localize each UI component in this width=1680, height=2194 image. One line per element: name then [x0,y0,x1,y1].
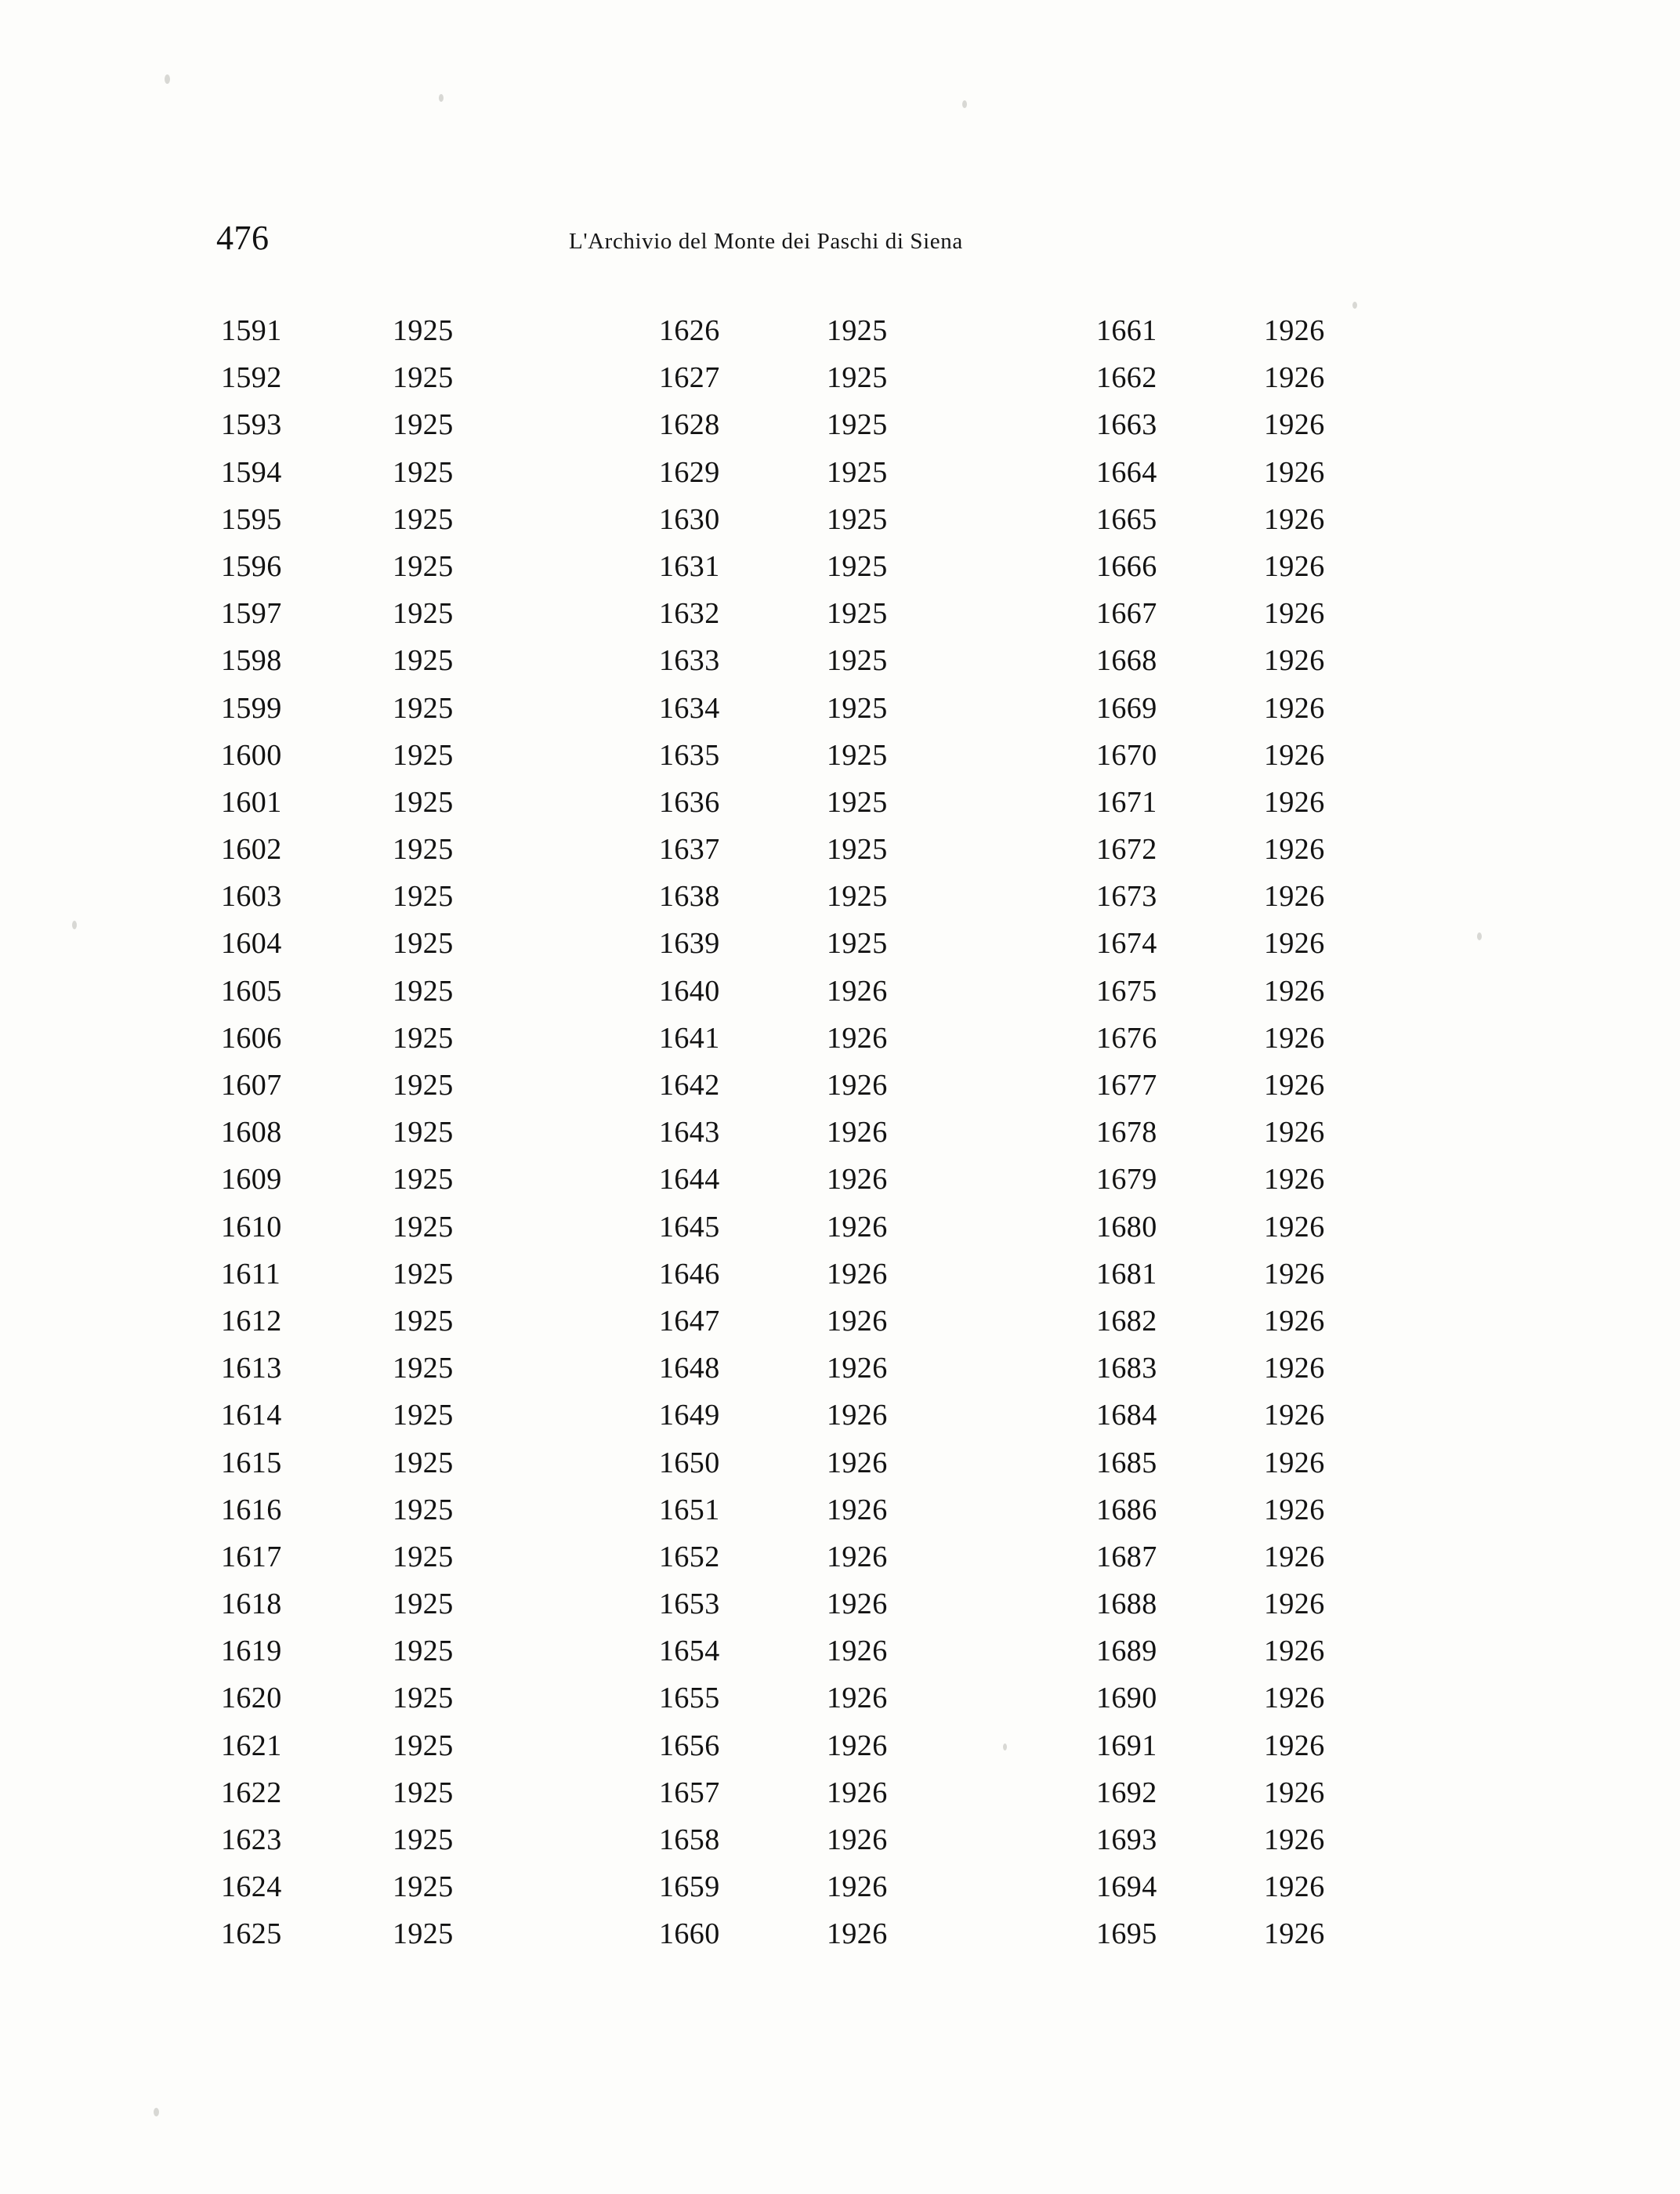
entry-year: 1926 [1264,738,1325,772]
entry-year: 1925 [827,833,888,867]
entry-year: 1926 [1264,408,1325,442]
entry-year: 1926 [827,1870,888,1904]
entry-number: 1639 [659,927,720,961]
entry-number: 1687 [1096,1540,1157,1573]
entry-year: 1926 [827,974,888,1008]
entry-year: 1925 [393,1352,454,1385]
entry-year: 1925 [827,455,888,489]
entry-number: 1691 [1096,1729,1157,1762]
table-row [216,732,1486,779]
entry-year: 1926 [1264,1540,1325,1573]
entry-year: 1926 [1264,927,1325,961]
entry-number: 1602 [221,833,282,867]
entry-year: 1925 [827,408,888,442]
table-row [216,873,1486,920]
entry-year: 1925 [827,644,888,678]
table-row [216,1769,1486,1816]
entry-number: 1692 [1096,1776,1157,1809]
entry-number: 1654 [659,1635,720,1668]
entry-number: 1630 [659,502,720,536]
entry-number: 1628 [659,408,720,442]
entry-number: 1636 [659,785,720,819]
entry-year: 1926 [1264,1446,1325,1479]
entry-year: 1925 [393,1210,454,1244]
entry-year: 1925 [393,927,454,961]
table-row [216,1580,1486,1627]
table-row [216,401,1486,448]
table-row [216,496,1486,543]
entry-number: 1593 [221,408,282,442]
table-row [216,1109,1486,1156]
entry-number: 1694 [1096,1870,1157,1904]
table-row [216,543,1486,590]
entry-number: 1688 [1096,1588,1157,1621]
entry-number: 1660 [659,1917,720,1951]
entry-year: 1926 [1264,1588,1325,1621]
entry-number: 1651 [659,1493,720,1526]
table-row [216,1392,1486,1439]
entry-number: 1662 [1096,361,1157,395]
entry-number: 1693 [1096,1823,1157,1856]
table-row [216,920,1486,967]
entry-year: 1925 [393,1116,454,1149]
entry-year: 1925 [827,880,888,914]
entry-year: 1926 [1264,314,1325,347]
entry-number: 1619 [221,1635,282,1668]
entry-number: 1599 [221,691,282,725]
entry-year: 1925 [393,1163,454,1197]
entry-year: 1926 [1264,1823,1325,1856]
entry-year: 1926 [1264,1729,1325,1762]
entry-year: 1926 [1264,549,1325,583]
entry-number: 1641 [659,1021,720,1055]
entry-number: 1683 [1096,1352,1157,1385]
entry-year: 1926 [827,1729,888,1762]
entry-year: 1926 [1264,880,1325,914]
entry-number: 1682 [1096,1304,1157,1338]
table-row [216,826,1486,873]
entry-number: 1677 [1096,1069,1157,1102]
entry-year: 1925 [393,974,454,1008]
table-row [216,1439,1486,1486]
entry-number: 1616 [221,1493,282,1526]
entry-number: 1621 [221,1729,282,1762]
table-row [216,1062,1486,1109]
table-row [216,1298,1486,1345]
table-row [216,1204,1486,1251]
entry-number: 1610 [221,1210,282,1244]
entry-number: 1640 [659,974,720,1008]
entry-year: 1926 [827,1021,888,1055]
entry-year: 1926 [827,1776,888,1809]
entry-year: 1926 [1264,502,1325,536]
entry-number: 1642 [659,1069,720,1102]
table-row [216,1722,1486,1769]
entry-year: 1925 [393,880,454,914]
entry-number: 1646 [659,1257,720,1291]
entry-number: 1596 [221,549,282,583]
entry-year: 1925 [827,597,888,631]
table-row [216,685,1486,732]
entry-number: 1655 [659,1682,720,1715]
entry-number: 1597 [221,597,282,631]
entry-year: 1925 [393,738,454,772]
scan-speck [439,94,444,102]
entry-number: 1612 [221,1304,282,1338]
table-row [216,968,1486,1015]
table-row [216,779,1486,826]
entry-year: 1926 [1264,1870,1325,1904]
entry-number: 1624 [221,1870,282,1904]
entry-number: 1631 [659,549,720,583]
entry-year: 1926 [1264,1163,1325,1197]
entry-number: 1652 [659,1540,720,1573]
table-row [216,449,1486,496]
entry-year: 1925 [393,455,454,489]
entry-number: 1626 [659,314,720,347]
table-row [216,1156,1486,1203]
entry-year: 1926 [827,1163,888,1197]
entry-number: 1676 [1096,1021,1157,1055]
entry-year: 1925 [393,833,454,867]
entry-number: 1648 [659,1352,720,1385]
entry-year: 1925 [393,1870,454,1904]
entry-number: 1674 [1096,927,1157,961]
entry-number: 1600 [221,738,282,772]
entry-year: 1926 [1264,1069,1325,1102]
page-header [216,218,1470,265]
entry-year: 1926 [1264,1399,1325,1432]
entry-year: 1925 [393,361,454,395]
entry-year: 1926 [1264,644,1325,678]
entry-number: 1598 [221,644,282,678]
entry-year: 1926 [1264,1304,1325,1338]
entry-number: 1608 [221,1116,282,1149]
table-row [216,590,1486,637]
entry-number: 1663 [1096,408,1157,442]
entry-year: 1925 [393,1917,454,1951]
table-row [216,1345,1486,1392]
entry-year: 1926 [1264,1021,1325,1055]
entry-year: 1926 [1264,1917,1325,1951]
entry-year: 1925 [393,502,454,536]
entry-year: 1925 [393,597,454,631]
entry-number: 1647 [659,1304,720,1338]
entry-year: 1926 [827,1116,888,1149]
entry-year: 1925 [393,1399,454,1432]
entry-year: 1926 [827,1257,888,1291]
entry-year: 1926 [1264,1635,1325,1668]
entry-year: 1926 [827,1399,888,1432]
entry-year: 1925 [393,1682,454,1715]
entry-number: 1671 [1096,785,1157,819]
table-row [216,1015,1486,1062]
entry-number: 1650 [659,1446,720,1479]
table-row [216,1816,1486,1863]
entry-number: 1627 [659,361,720,395]
entry-number: 1664 [1096,455,1157,489]
entry-number: 1635 [659,738,720,772]
table-row [216,1910,1486,1957]
entry-number: 1625 [221,1917,282,1951]
entry-number: 1637 [659,833,720,867]
entry-number: 1607 [221,1069,282,1102]
entry-number: 1643 [659,1116,720,1149]
entry-number: 1638 [659,880,720,914]
entry-year: 1925 [393,1540,454,1573]
entry-number: 1656 [659,1729,720,1762]
entry-number: 1618 [221,1588,282,1621]
entry-year: 1926 [1264,361,1325,395]
entry-number: 1668 [1096,644,1157,678]
entry-number: 1678 [1096,1116,1157,1149]
entry-year: 1926 [1264,974,1325,1008]
table-row [216,1533,1486,1580]
entry-year: 1926 [1264,1116,1325,1149]
entry-year: 1926 [827,1493,888,1526]
entry-year: 1925 [393,785,454,819]
entry-year: 1925 [827,314,888,347]
entry-year: 1925 [393,314,454,347]
entry-number: 1594 [221,455,282,489]
entry-number: 1695 [1096,1917,1157,1951]
entry-year: 1925 [393,1069,454,1102]
entry-year: 1926 [827,1446,888,1479]
entry-number: 1690 [1096,1682,1157,1715]
entry-year: 1925 [827,691,888,725]
entry-number: 1667 [1096,597,1157,631]
entry-number: 1611 [221,1257,281,1291]
entry-number: 1666 [1096,549,1157,583]
entry-number: 1669 [1096,691,1157,725]
table-row [216,1486,1486,1533]
entry-number: 1670 [1096,738,1157,772]
table-row [216,307,1486,354]
entry-number: 1680 [1096,1210,1157,1244]
entry-number: 1609 [221,1163,282,1197]
entry-number: 1661 [1096,314,1157,347]
entry-number: 1604 [221,927,282,961]
entry-year: 1926 [827,1588,888,1621]
scan-speck [165,74,170,84]
entry-number: 1613 [221,1352,282,1385]
scan-speck [72,921,77,929]
entry-year: 1926 [827,1210,888,1244]
entry-year: 1925 [827,738,888,772]
entry-year: 1925 [827,785,888,819]
entry-year: 1926 [827,1917,888,1951]
entry-year: 1925 [393,691,454,725]
entry-number: 1634 [659,691,720,725]
entry-number: 1653 [659,1588,720,1621]
entry-year: 1926 [1264,455,1325,489]
entry-number: 1614 [221,1399,282,1432]
entry-year: 1926 [1264,1210,1325,1244]
scan-speck [962,100,967,108]
entry-year: 1926 [827,1540,888,1573]
entry-number: 1685 [1096,1446,1157,1479]
entry-year: 1926 [1264,1493,1325,1526]
entry-year: 1926 [827,1352,888,1385]
entry-number: 1681 [1096,1257,1157,1291]
entry-year: 1925 [393,1588,454,1621]
entry-number: 1592 [221,361,282,395]
entry-year: 1926 [1264,833,1325,867]
entry-number: 1620 [221,1682,282,1715]
entry-year: 1926 [1264,1776,1325,1809]
entry-year: 1925 [393,644,454,678]
entry-year: 1925 [827,549,888,583]
entry-number: 1617 [221,1540,282,1573]
entry-number: 1605 [221,974,282,1008]
entry-year: 1926 [1264,1257,1325,1291]
entry-year: 1926 [1264,785,1325,819]
entry-year: 1926 [1264,597,1325,631]
table-row [216,1674,1486,1722]
register-table [216,307,1486,1958]
entry-number: 1603 [221,880,282,914]
entry-number: 1623 [221,1823,282,1856]
entry-year: 1926 [1264,1682,1325,1715]
scan-speck [154,2108,159,2116]
table-row [216,637,1486,684]
entry-year: 1925 [827,927,888,961]
page-number: 476 [216,219,270,257]
entry-number: 1689 [1096,1635,1157,1668]
entry-year: 1926 [827,1823,888,1856]
entry-number: 1649 [659,1399,720,1432]
entry-number: 1672 [1096,833,1157,867]
entry-number: 1657 [659,1776,720,1809]
entry-year: 1925 [393,1021,454,1055]
entry-year: 1925 [393,1493,454,1526]
entry-year: 1926 [1264,691,1325,725]
entry-number: 1675 [1096,974,1157,1008]
entry-year: 1925 [393,1304,454,1338]
entry-number: 1658 [659,1823,720,1856]
entry-year: 1926 [827,1682,888,1715]
entry-year: 1925 [393,408,454,442]
running-title: L'Archivio del Monte dei Paschi di Siena [569,229,963,254]
entry-year: 1925 [393,1635,454,1668]
entry-number: 1644 [659,1163,720,1197]
entry-number: 1665 [1096,502,1157,536]
entry-number: 1606 [221,1021,282,1055]
entry-year: 1925 [393,1729,454,1762]
entry-year: 1925 [393,1776,454,1809]
entry-year: 1926 [827,1069,888,1102]
entry-number: 1686 [1096,1493,1157,1526]
entry-number: 1595 [221,502,282,536]
entry-number: 1684 [1096,1399,1157,1432]
entry-number: 1645 [659,1210,720,1244]
entry-year: 1925 [393,1446,454,1479]
entry-number: 1659 [659,1870,720,1904]
entry-number: 1679 [1096,1163,1157,1197]
entry-number: 1629 [659,455,720,489]
entry-number: 1615 [221,1446,282,1479]
entry-number: 1632 [659,597,720,631]
entry-year: 1925 [393,549,454,583]
entry-year: 1925 [393,1823,454,1856]
entry-year: 1925 [393,1257,454,1291]
entry-year: 1926 [827,1304,888,1338]
table-row [216,354,1486,401]
table-row [216,1863,1486,1910]
entry-number: 1601 [221,785,282,819]
table-row [216,1627,1486,1674]
entry-year: 1925 [827,502,888,536]
entry-number: 1622 [221,1776,282,1809]
entry-year: 1926 [827,1635,888,1668]
entry-number: 1591 [221,314,282,347]
entry-number: 1633 [659,644,720,678]
entry-number: 1673 [1096,880,1157,914]
entry-year: 1926 [1264,1352,1325,1385]
table-row [216,1251,1486,1298]
entry-year: 1925 [827,361,888,395]
